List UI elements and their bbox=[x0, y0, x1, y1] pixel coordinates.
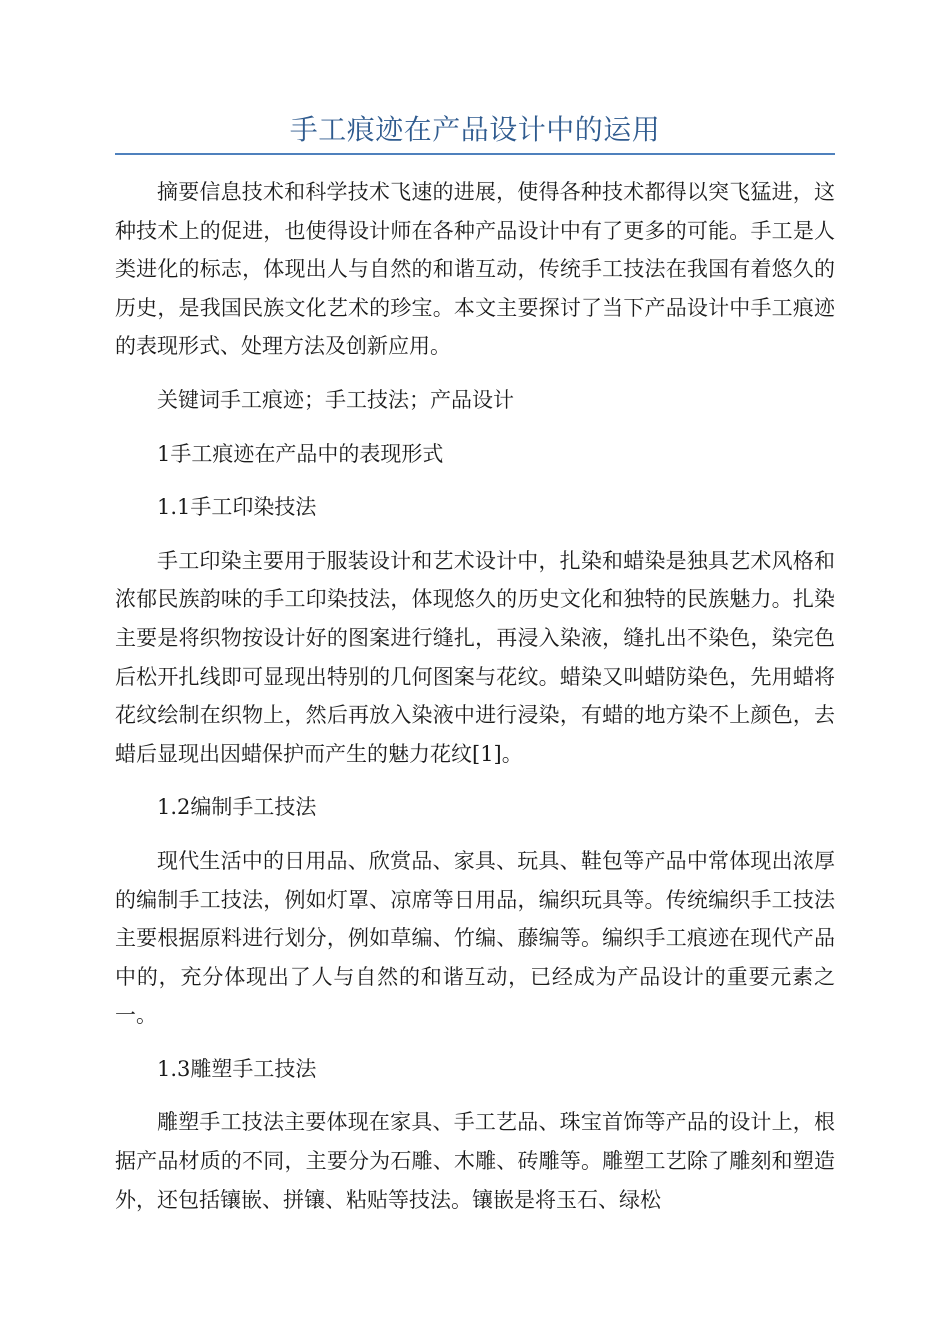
document-body bbox=[115, 173, 835, 1234]
body-paragraph: 现代生活中的日用品、欣赏品、家具、玩具、鞋包等产品中常体现出浓厚的编制手工技法，例如灯罩、凉席等日用品，编织玩具等。传统编织手工技法主要根据原料进行划分，例如草编、竹编、藤编等。编织手工痕迹在现代产品中的，充分体现出了人与自然的和谐互动，已经成为产品设计的重要元素之一。 bbox=[115, 848, 835, 1028]
section-heading-1: 1手工痕迹在产品中的表现形式 bbox=[157, 441, 444, 466]
title-underline bbox=[115, 153, 835, 155]
abstract-paragraph: 摘要信息技术和科学技术飞速的进展，使得各种技术都得以突飞猛进，这种技术上的促进，也使得设计师在各种产品设计中有了更多的可能。手工是人类进化的标志，体现出人与自然的和谐互动，传统手工技法在我国有着悠久的历史，是我国民族文化艺术的珍宝。本文主要探讨了当下产品设计中手工痕迹的表现形式、处理方法及创新应用。 bbox=[115, 180, 835, 359]
body-paragraph: 手工印染主要用于服装设计和艺术设计中，扎染和蜡染是独具艺术风格和浓郁民族韵味的手工印染技法，体现悠久的历史文化和独特的民族魅力。扎染主要是将织物按设计好的图案进行缝扎，再浸入染液，缝扎出不染色，染完色后松开扎线即可显现出特别的几何图案与花纹。蜡染又叫蜡防染色，先用蜡将花纹绘制在织物上，然后再放入染液中进行浸染，有蜡的地方染不上颜色，去蜡后显现出因蜡保护而产生的魅力花纹[1]。 bbox=[115, 548, 835, 766]
subsection-heading-1-1: 1.1手工印染技法 bbox=[157, 495, 317, 520]
body-paragraph: 雕塑手工技法主要体现在家具、手工艺品、珠宝首饰等产品的设计上，根据产品材质的不同，主要分为石雕、木雕、砖雕等。雕塑工艺除了雕刻和塑造外，还包括镶嵌、拼镶、粘贴等技法。镶嵌是将玉石、绿松 bbox=[115, 1110, 835, 1212]
subsection-heading-1-3: 1.3雕塑手工技法 bbox=[157, 1056, 317, 1081]
document-title: 手工痕迹在产品设计中的运用 bbox=[289, 113, 661, 146]
keywords-paragraph: 关键词手工痕迹；手工技法；产品设计 bbox=[157, 387, 514, 412]
subsection-heading-1-2: 1.2编制手工技法 bbox=[157, 795, 317, 820]
